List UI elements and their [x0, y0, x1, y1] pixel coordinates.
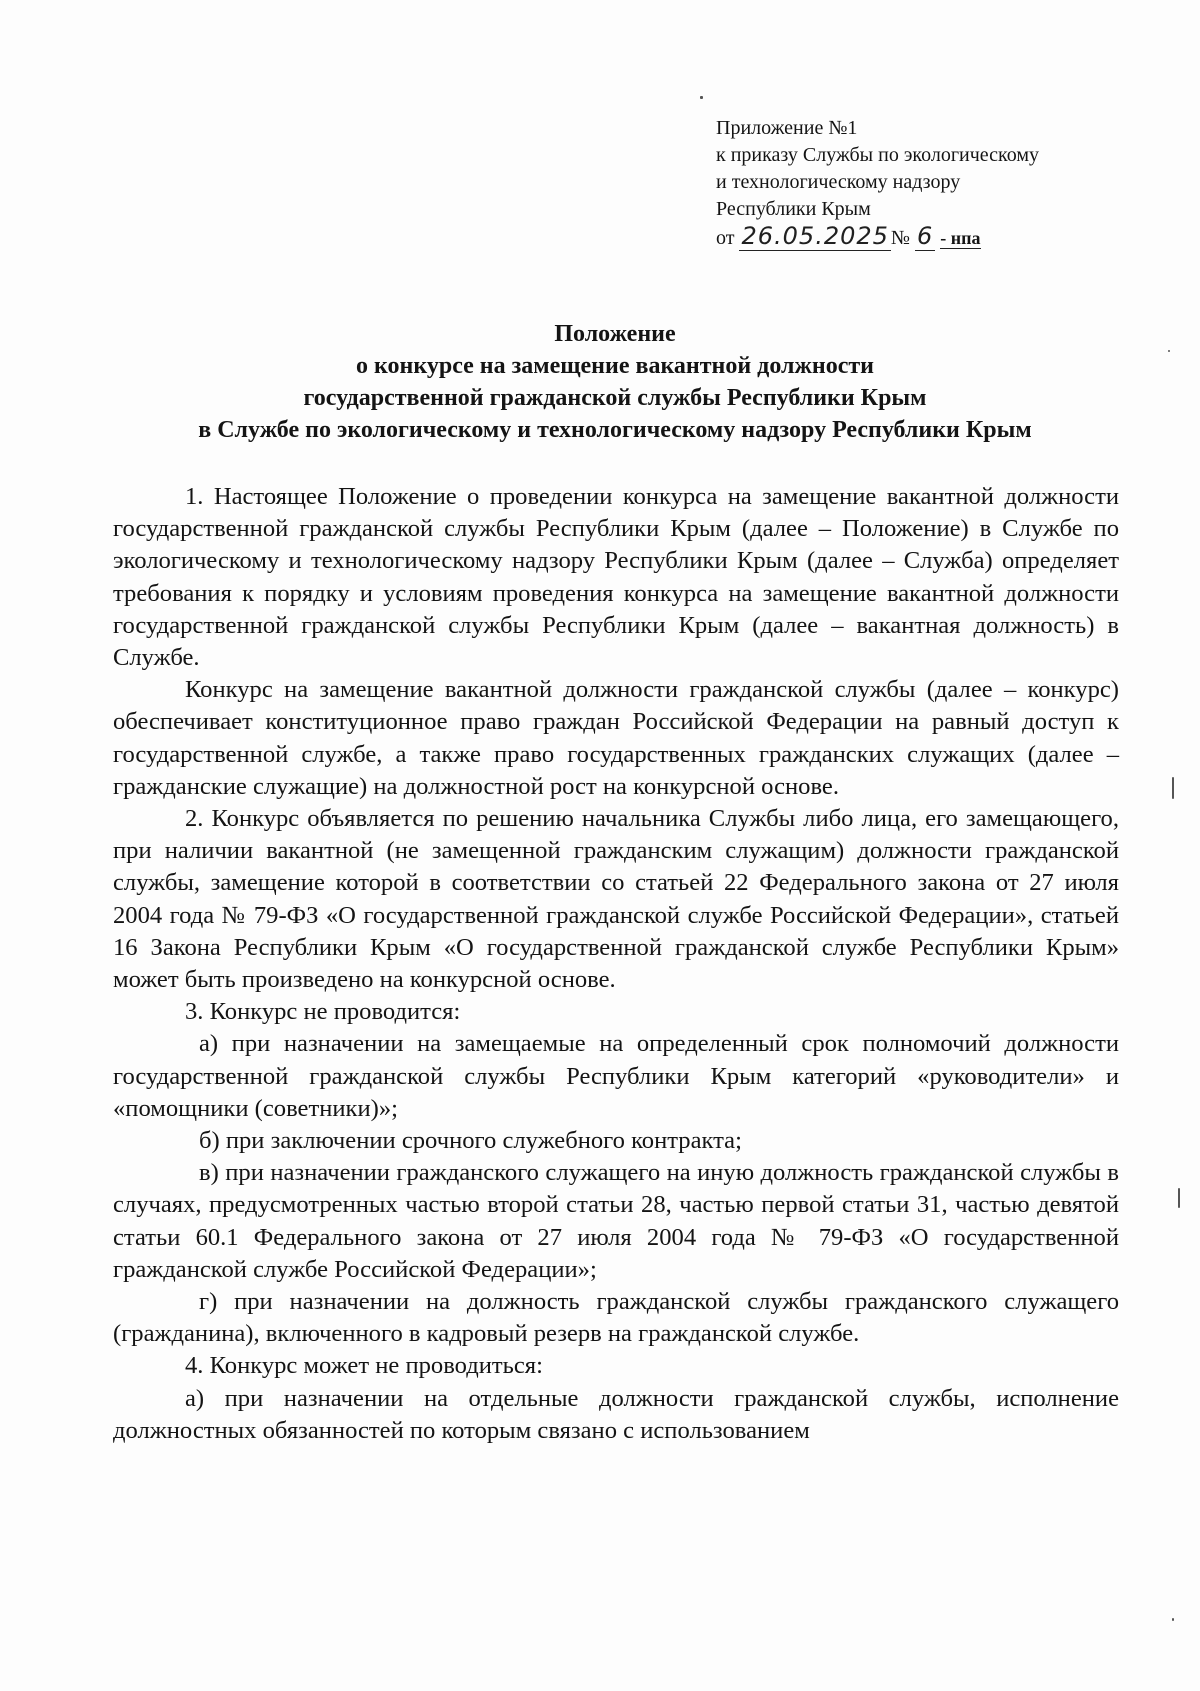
date-prefix: от [716, 227, 735, 249]
scan-speck [700, 96, 703, 99]
appendix-line-1: Приложение №1 [716, 117, 858, 139]
paragraph-10: а) при назначении на отдельные должности гражданской службы, исполнение должностных обязанностей по которым связано с использованием [113, 1384, 1119, 1444]
scan-speck [1172, 777, 1174, 799]
appendix-line-3: и технологическому надзору [716, 171, 961, 193]
title-line-3: государственной гражданской службы Республики Крым [303, 385, 927, 411]
handwritten-date: 26.05.2025 [741, 222, 889, 250]
appendix-line-4: Республики Крым [716, 198, 871, 220]
paragraph-7: в) при назначении гражданского служащего на иную должность гражданской службы в случаях, предусмотренных частью второй статьи 28, частью первой статьи 31, частью девятой статьи 60.1 Федерального закона от 27 июля 2004 года № 79-ФЗ «О государственной гражданской службе Российской Федерации»; [113, 1159, 1119, 1283]
title-line-4: в Службе по экологическому и технологическому надзору Республики Крым [198, 417, 1032, 443]
appendix-line-2: к приказу Службы по экологическому [716, 144, 1040, 166]
document-title [110, 318, 1120, 446]
scan-speck [1168, 350, 1170, 352]
paragraph-4: 3. Конкурс не проводится: [185, 998, 461, 1026]
appendix-date-line [716, 223, 1156, 252]
paragraph-8: г) при назначении на должность гражданской службы гражданского служащего (гражданина), включенного в кадровый резерв на гражданской службе. [113, 1288, 1119, 1348]
scan-speck [1172, 1618, 1174, 1621]
handwritten-number: 6 [917, 222, 934, 250]
document-body [113, 481, 1119, 1447]
title-line-2: о конкурсе на замещение вакантной должности [356, 353, 874, 379]
paragraph-5: а) при назначении на замещаемые на определенный срок полномочий должности государственной гражданской службы Республики Крым категорий «руководители» и «помощники (советники)»; [113, 1030, 1119, 1122]
appendix-header [716, 115, 1156, 252]
paragraph-2: Конкурс на замещение вакантной должности гражданской службы (далее – конкурс) обеспечивает конституционное право граждан Российской Федерации на равный доступ к государственной службе, а также право государственных гражданских служащих (далее – гражданские служащие) на должностной рост на конкурсной основе. [113, 676, 1119, 800]
paragraph-9: 4. Конкурс может не проводиться: [185, 1352, 543, 1380]
number-sign: № [890, 227, 910, 249]
paragraph-6: б) при заключении срочного служебного контракта; [199, 1127, 742, 1155]
title-line-1: Положение [554, 321, 676, 347]
paragraph-1: 1. Настоящее Положение о проведении конкурса на замещение вакантной должности государственной гражданской службы Республики Крым (далее – Положение) в Службе по экологическому и технологическому надзору Республики Крым (далее – Служба) определяет требования к порядку и условиям проведения конкурса на замещение вакантной должности государственной гражданской службы Республики Крым (далее – вакантная должность) в Службе. [113, 483, 1119, 672]
paragraph-3: 2. Конкурс объявляется по решению начальника Службы либо лица, его замещающего, при наличии вакантной (не замещенной гражданским служащим) должности гражданской службы, замещение которой в соответствии со статьей 22 Федерального закона от 27 июля 2004 года № 79-ФЗ «О государственной гражданской службе Российской Федерации», статьей 16 Закона Республики Крым «О государственной гражданской службе Республики Крым» может быть произведено на конкурсной основе. [113, 805, 1119, 994]
number-suffix: - нпа [940, 228, 981, 248]
scan-speck [1178, 1188, 1180, 1208]
